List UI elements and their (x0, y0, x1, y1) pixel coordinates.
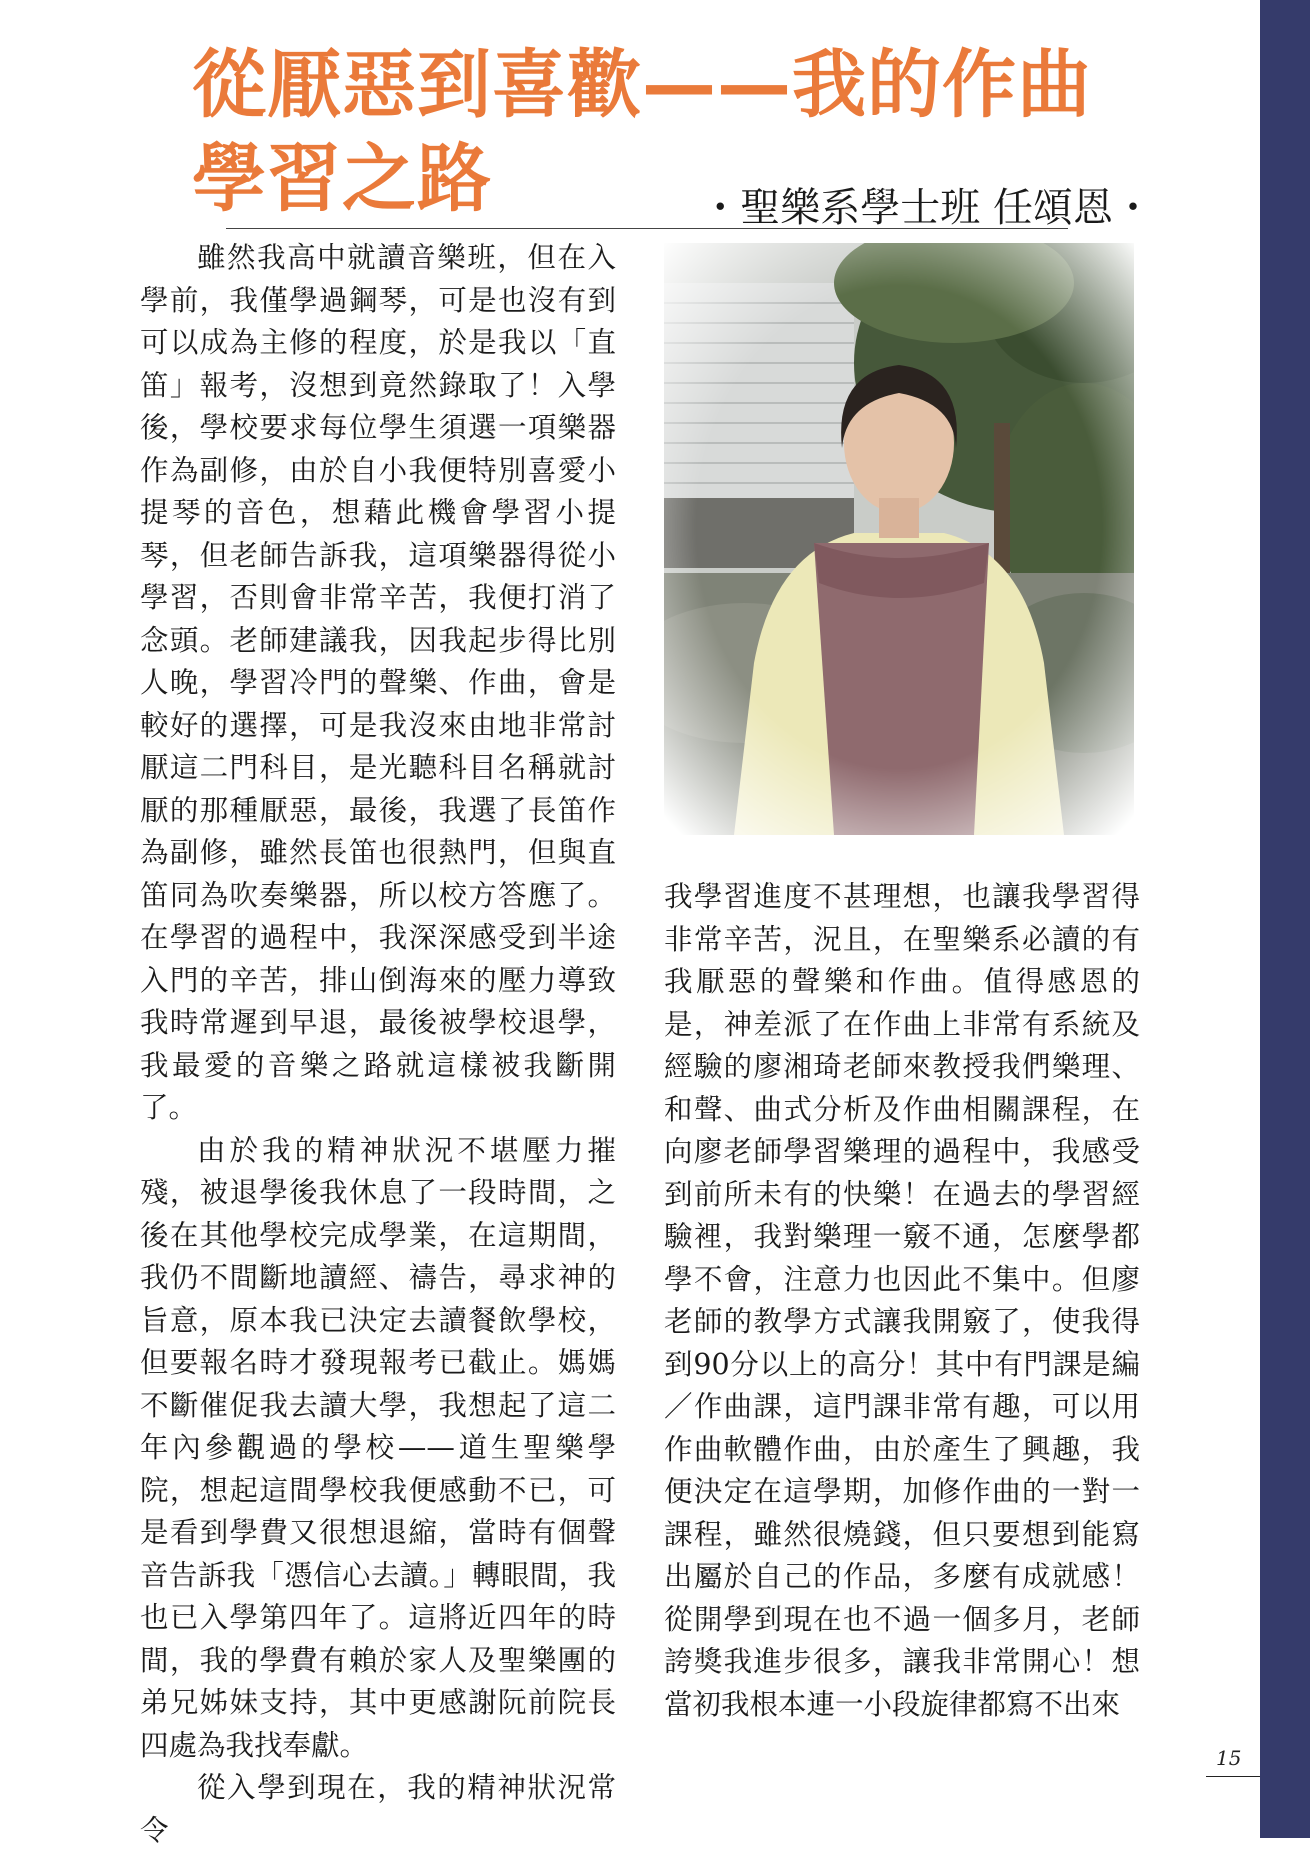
paragraph: 我學習進度不甚理想，也讓我學習得非常辛苦，況且，在聖樂系必讀的有我厭惡的聲樂和作曲。值得感恩的是，神差派了在作曲上非常有系統及經驗的廖湘琦老師來教授我們樂理、和聲、曲式分析及作曲相關課程，在向廖老師學習樂理的過程中，我感受到前所未有的快樂！在過去的學習經驗裡，我對樂理一竅不通，怎麼學都學不會，注意力也因此不集中。但廖老師的教學方式讓我開竅了，使我得到90分以上的高分！其中有門課是編／作曲課，這門課非常有趣，可以用作曲軟體作曲，由於產生了興趣，我便決定在這學期，加修作曲的一對一課程，雖然很燒錢，但只要想到能寫出屬於自己的作品，多麼有成就感！從開學到現在也不過一個多月，老師誇獎我進步很多，讓我非常開心！想當初我根本連一小段旋律都寫不出來 (664, 880, 1140, 1721)
author-byline: ・聖樂系學士班 任頌恩・ (700, 185, 1153, 231)
text-column-right (664, 876, 1140, 1726)
side-color-bar (1260, 0, 1310, 1838)
title-line-1: 從厭惡到喜歡——我的作曲 (192, 42, 1092, 128)
paragraph: 由於我的精神狀況不堪壓力摧殘，被退學後我休息了一段時間，之後在其他學校完成學業，在這期間，我仍不間斷地讀經、禱告，尋求神的旨意，原本我已決定去讀餐飲學校，但要報名時才發現報考已截止。媽媽不斷催促我去讀大學，我想起了這二年內參觀過的學校——道生聖樂學院，想起這間學校我便感動不已，可是看到學費又很想退縮，當時有個聲音告訴我「憑信心去讀。」轉眼間，我也已入學第四年了。這將近四年的時間，我的學費有賴於家人及聖樂團的弟兄姊妹支持，其中更感謝阮前院長四處為我找奉獻。 (140, 1133, 616, 1762)
title-line-2: 學習之路 (192, 136, 492, 222)
paragraph: 雖然我高中就讀音樂班，但在入學前，我僅學過鋼琴，可是也沒有到可以成為主修的程度，於是我以「直笛」報考，沒想到竟然錄取了！入學後，學校要求每位學生須選一項樂器作為副修，由於自小我便特別喜愛小提琴的音色，想藉此機會學習小提琴，但老師告訴我，這項樂器得從小學習，否則會非常辛苦，我便打消了念頭。老師建議我，因我起步得比別人晚，學習冷門的聲樂、作曲，會是較好的選擇，可是我沒來由地非常討厭這二門科目，是光聽科目名稱就討厭的那種厭惡，最後，我選了長笛作為副修，雖然長笛也很熱門，但與直笛同為吹奏樂器，所以校方答應了。在學習的過程中，我深深感受到半途入門的辛苦，排山倒海來的壓力導致我時常遲到早退，最後被學校退學，我最愛的音樂之路就這樣被我斷開了。 (140, 241, 616, 1124)
text-column-left (140, 237, 616, 1852)
author-photo (664, 243, 1134, 835)
paragraph: 從入學到現在，我的精神狀況常令 (140, 1771, 616, 1847)
title-rule (226, 228, 1068, 229)
page-number: 15 (1216, 1746, 1242, 1770)
page-number-rule (1206, 1776, 1260, 1777)
